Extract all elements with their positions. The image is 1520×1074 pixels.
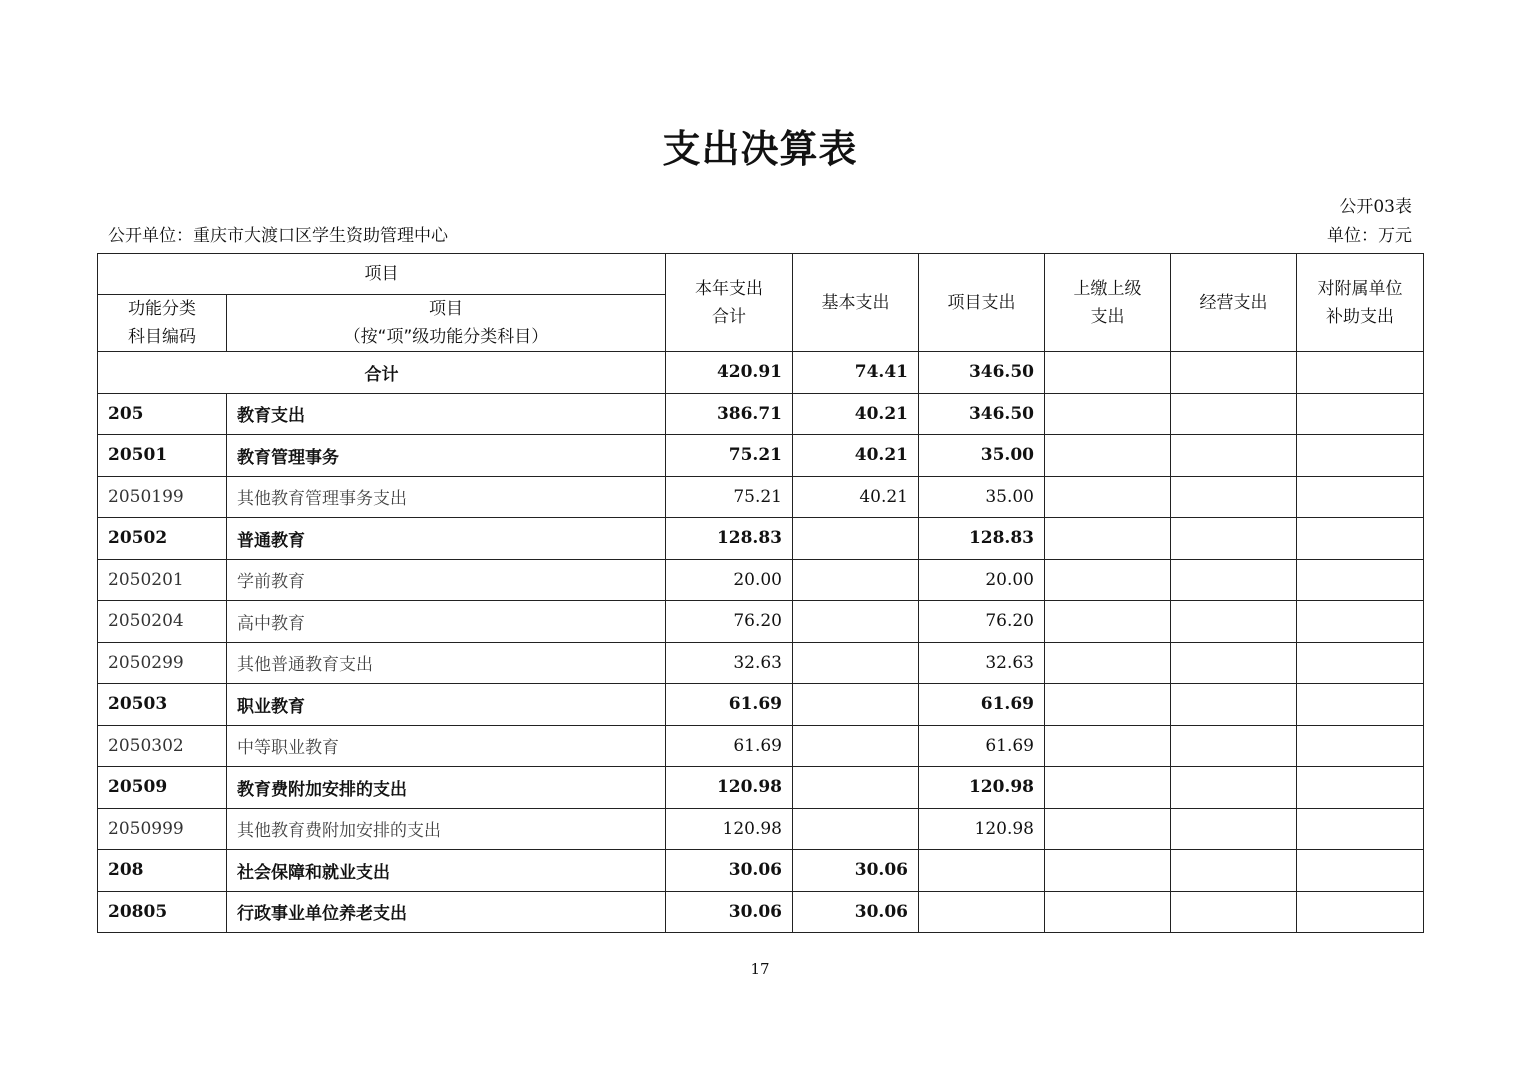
table-row <box>98 725 1424 767</box>
row-project: 20.00 <box>919 559 1045 601</box>
row-subsidy <box>1297 518 1424 560</box>
row-project: 35.00 <box>919 435 1045 477</box>
row-basic <box>793 601 919 643</box>
row-name: 其他教育费附加安排的支出 <box>227 808 666 850</box>
row-upper <box>1045 601 1171 643</box>
header-project: 项目 <box>98 254 666 295</box>
row-total: 61.69 <box>666 725 793 767</box>
row-project: 61.69 <box>919 725 1045 767</box>
total-total: 420.91 <box>666 352 793 394</box>
table-row <box>98 476 1424 518</box>
row-basic <box>793 808 919 850</box>
header-upper: 上缴上级 支出 <box>1045 254 1171 352</box>
row-code: 205 <box>98 393 227 435</box>
row-total: 32.63 <box>666 642 793 684</box>
row-basic <box>793 518 919 560</box>
row-name: 教育管理事务 <box>227 435 666 477</box>
total-upper <box>1045 352 1171 394</box>
row-basic <box>793 559 919 601</box>
row-project: 32.63 <box>919 642 1045 684</box>
row-upper <box>1045 559 1171 601</box>
row-total: 128.83 <box>666 518 793 560</box>
row-subsidy <box>1297 642 1424 684</box>
row-total: 75.21 <box>666 476 793 518</box>
row-project: 76.20 <box>919 601 1045 643</box>
row-business <box>1171 393 1297 435</box>
header-basic: 基本支出 <box>793 254 919 352</box>
row-subsidy <box>1297 393 1424 435</box>
row-upper <box>1045 642 1171 684</box>
row-total: 386.71 <box>666 393 793 435</box>
row-basic: 30.06 <box>793 850 919 892</box>
row-name: 学前教育 <box>227 559 666 601</box>
total-subsidy <box>1297 352 1424 394</box>
row-project: 120.98 <box>919 767 1045 809</box>
row-code: 208 <box>98 850 227 892</box>
row-total: 75.21 <box>666 435 793 477</box>
total-business <box>1171 352 1297 394</box>
row-project <box>919 891 1045 933</box>
expenditure-table <box>97 253 1424 933</box>
table-row <box>98 518 1424 560</box>
row-business <box>1171 767 1297 809</box>
header-business: 经营支出 <box>1171 254 1297 352</box>
table-row <box>98 684 1424 726</box>
total-basic: 74.41 <box>793 352 919 394</box>
row-subsidy <box>1297 435 1424 477</box>
row-basic: 40.21 <box>793 435 919 477</box>
row-basic <box>793 642 919 684</box>
row-total: 120.98 <box>666 808 793 850</box>
row-upper <box>1045 393 1171 435</box>
table-row <box>98 850 1424 892</box>
row-total: 20.00 <box>666 559 793 601</box>
meta-row <box>108 221 1412 246</box>
row-upper <box>1045 808 1171 850</box>
row-business <box>1171 891 1297 933</box>
row-upper <box>1045 435 1171 477</box>
table-row <box>98 767 1424 809</box>
total-label: 合计 <box>98 352 666 394</box>
row-business <box>1171 601 1297 643</box>
row-upper <box>1045 725 1171 767</box>
row-upper <box>1045 850 1171 892</box>
page-title: 支出决算表 <box>662 127 858 171</box>
row-basic <box>793 767 919 809</box>
row-upper <box>1045 518 1171 560</box>
row-basic <box>793 725 919 767</box>
table-row <box>98 642 1424 684</box>
row-subsidy <box>1297 767 1424 809</box>
header-total: 本年支出 合计 <box>666 254 793 352</box>
row-upper <box>1045 476 1171 518</box>
row-business <box>1171 684 1297 726</box>
row-total: 61.69 <box>666 684 793 726</box>
row-upper <box>1045 767 1171 809</box>
table-row <box>98 435 1424 477</box>
row-name: 教育费附加安排的支出 <box>227 767 666 809</box>
row-code: 20502 <box>98 518 227 560</box>
form-number: 公开03表 <box>1339 197 1412 217</box>
header-subsidy: 对附属单位 补助支出 <box>1297 254 1424 352</box>
row-code: 20805 <box>98 891 227 933</box>
row-name: 中等职业教育 <box>227 725 666 767</box>
row-total: 30.06 <box>666 850 793 892</box>
row-business <box>1171 559 1297 601</box>
reporting-unit: 公开单位：重庆市大渡口区学生资助管理中心 <box>108 226 448 246</box>
page-number: 17 <box>750 960 770 978</box>
row-business <box>1171 808 1297 850</box>
row-code: 2050199 <box>98 476 227 518</box>
row-code: 20501 <box>98 435 227 477</box>
row-name: 普通教育 <box>227 518 666 560</box>
row-code: 2050204 <box>98 601 227 643</box>
row-business <box>1171 476 1297 518</box>
row-basic: 30.06 <box>793 891 919 933</box>
row-upper <box>1045 891 1171 933</box>
row-project: 128.83 <box>919 518 1045 560</box>
row-project: 346.50 <box>919 393 1045 435</box>
table-row <box>98 808 1424 850</box>
row-subsidy <box>1297 601 1424 643</box>
row-subsidy <box>1297 808 1424 850</box>
row-code: 2050201 <box>98 559 227 601</box>
row-code: 2050299 <box>98 642 227 684</box>
row-project: 35.00 <box>919 476 1045 518</box>
row-name: 社会保障和就业支出 <box>227 850 666 892</box>
row-business <box>1171 642 1297 684</box>
row-subsidy <box>1297 891 1424 933</box>
row-code: 20503 <box>98 684 227 726</box>
table-row <box>98 601 1424 643</box>
row-total: 76.20 <box>666 601 793 643</box>
row-project: 61.69 <box>919 684 1045 726</box>
row-business <box>1171 850 1297 892</box>
row-basic <box>793 684 919 726</box>
header-name: 项目 （按“项”级功能分类科目） <box>227 295 666 352</box>
row-project: 120.98 <box>919 808 1045 850</box>
row-business <box>1171 518 1297 560</box>
row-subsidy <box>1297 476 1424 518</box>
header-code: 功能分类 科目编码 <box>98 295 227 352</box>
row-total: 30.06 <box>666 891 793 933</box>
row-total: 120.98 <box>666 767 793 809</box>
row-upper <box>1045 684 1171 726</box>
table-row <box>98 559 1424 601</box>
currency-unit: 单位：万元 <box>1327 226 1412 246</box>
row-name: 教育支出 <box>227 393 666 435</box>
table-row <box>98 393 1424 435</box>
row-subsidy <box>1297 725 1424 767</box>
row-business <box>1171 725 1297 767</box>
row-subsidy <box>1297 559 1424 601</box>
header-project-expense: 项目支出 <box>919 254 1045 352</box>
row-business <box>1171 435 1297 477</box>
row-name: 行政事业单位养老支出 <box>227 891 666 933</box>
table-row <box>98 891 1424 933</box>
row-subsidy <box>1297 850 1424 892</box>
row-code: 2050302 <box>98 725 227 767</box>
row-code: 20509 <box>98 767 227 809</box>
row-name: 其他普通教育支出 <box>227 642 666 684</box>
total-project: 346.50 <box>919 352 1045 394</box>
row-basic: 40.21 <box>793 476 919 518</box>
row-name: 高中教育 <box>227 601 666 643</box>
total-row <box>98 352 1424 394</box>
row-code: 2050999 <box>98 808 227 850</box>
row-basic: 40.21 <box>793 393 919 435</box>
row-subsidy <box>1297 684 1424 726</box>
row-name: 其他教育管理事务支出 <box>227 476 666 518</box>
row-name: 职业教育 <box>227 684 666 726</box>
row-project <box>919 850 1045 892</box>
